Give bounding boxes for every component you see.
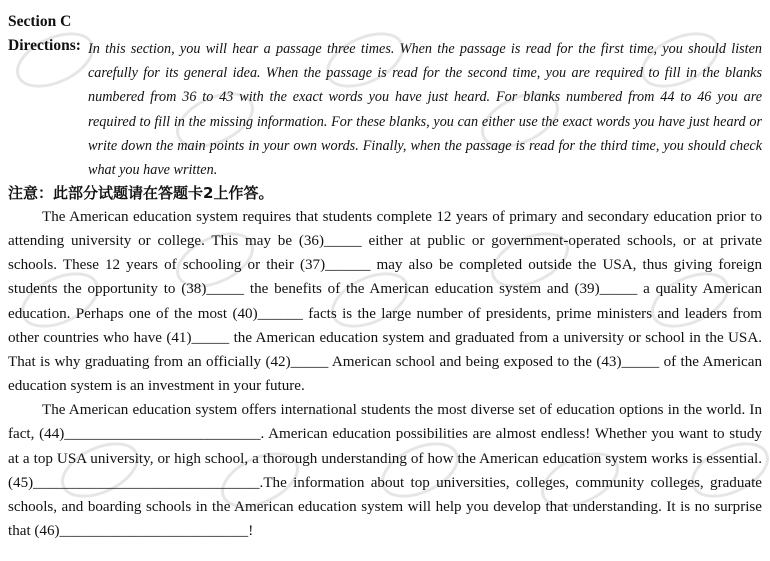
passage <box>8 205 762 543</box>
directions-text: In this section, you will hear a passage three times. When the passage is read for the first time, you should listen carefully for its general idea. When the passage is read for the second time, you are required to fill in the blanks numbered from 36 to 43 with the exact words you have just heard. For blanks numbered from 44 to 46 you are required to fill in the missing information. For these blanks, you can either use the exact words you have just heard or write down the main points in your own words. Finally, when the passage is read for the third time, you should check what you have written. <box>88 41 762 179</box>
directions-label: Directions: <box>8 37 81 54</box>
passage-paragraph: The American education system offers international students the most diverse set of education options in the world. In fact, (44)__________________________. American education possibilities are almost endless! Whether you want to study at a top USA university, or high school, a thorough understanding of how the American education system works is essential. (45)______________________________.The information about top universities, colleges, community colleges, graduate schools, and boarding schools in the American education system will help you develop that understanding. It is no surprise that (46)_________________________! <box>8 402 762 540</box>
section-title: Section C <box>8 13 72 30</box>
passage-paragraph: The American education system requires that students complete 12 years of primary and secondary education prior to attending university or college. This may be (36)_____ either at public or government-operated schools, or at private schools. These 12 years of schooling or their (37)______ may also be completed outside the USA, thus giving foreign students the opportunity to (38)_____ the benefits of the American education system and (39)_____ a quality American education. Perhaps one of the most (40)______ facts is the large number of presidents, prime ministers and leaders from other countries who have (41)_____ the American education system and graduated from a university or school in the USA. That is why graduating from an officially (42)_____ American school and being exposed to the (43)_____ of the American education system is an investment in your future. <box>8 209 762 395</box>
answer-sheet-note: 注意：此部分试题请在答题卡2上作答。 <box>8 184 274 202</box>
